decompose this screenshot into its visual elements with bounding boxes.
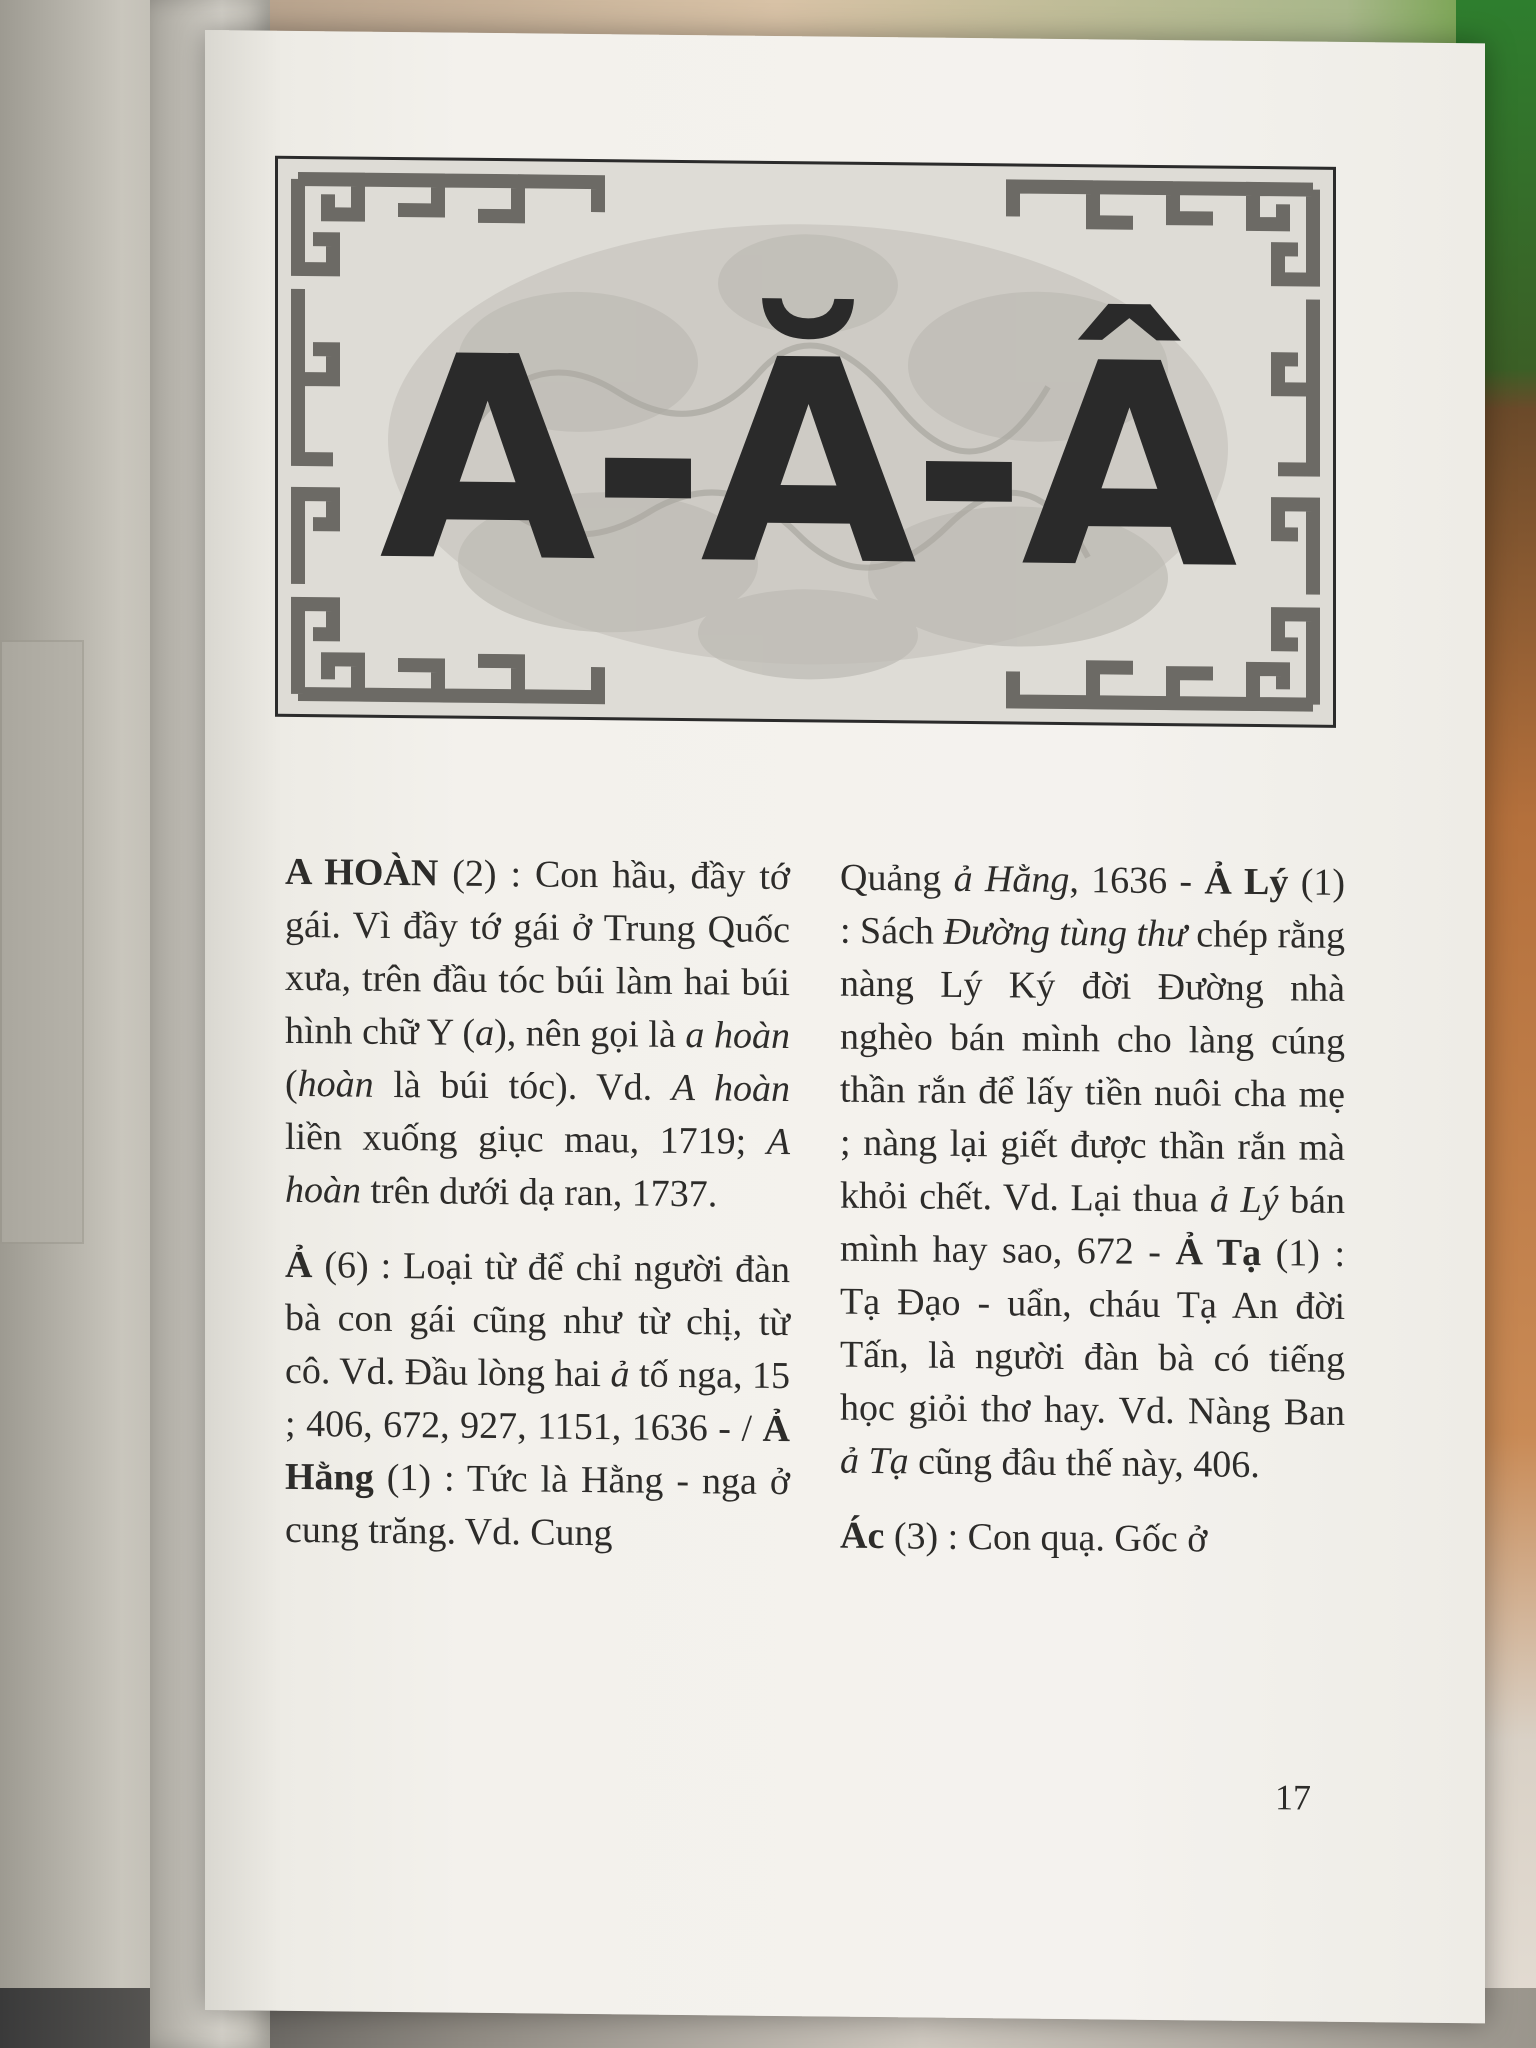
entry-a: Ả (6) : Loại từ để chỉ người đàn bà con gái cũng như từ chị, từ cô. Vd. Đầu lòng hai ả tố nga, 15 ; 406, 672, 927, 1151, 1636 - / Ả Hằng (1) : Tức là Hằng - nga ở cung trăng. Vd. Cung — [285, 1243, 790, 1555]
left-column — [285, 846, 790, 1584]
entry-headword: Ả Lý — [1204, 860, 1289, 904]
entry-headword: Ả Hằng — [285, 1407, 790, 1499]
entry-headword: Ả — [285, 1243, 313, 1287]
book-page — [205, 30, 1485, 2023]
entry-headword: Ác — [840, 1514, 885, 1558]
bleed-through-text — [285, 731, 1345, 862]
entry-a-ly-a-ta: Quảng ả Hằng, 1636 - Ả Lý (1) : Sách Đường tùng thư chép rằng nàng Lý Ký đời Đường nhà nghèo bán mình cho làng cúng thần rắn để lấy tiền nuôi cha mẹ ; nàng lại giết được thần rắn mà khỏi chết. Vd. Lại thua ả Lý bán mình hay sao, 672 - Ả Tạ (1) : Tạ Đạo - uẩn, cháu Tạ An đời Tấn, là người đàn bà có tiếng học giỏi thơ hay. Vd. Nàng Ban ả Tạ cũng đâu thế này, 406. — [840, 856, 1346, 1487]
entry-headword: A HOÀN — [285, 850, 439, 895]
entry-ac: Ác (3) : Con quạ. Gốc ở — [840, 1514, 1208, 1561]
entry-a-hoan: A HOÀN (2) : Con hầu, đầy tớ gái. Vì đầy tớ gái ở Trung Quốc xưa, trên đầu tóc búi làm hai búi hình chữ Y (a), nên gọi là a hoàn (hoàn là búi tóc). Vd. A hoàn liền xuống giục mau, 1719; A hoàn trên dưới dạ ran, 1737. — [285, 850, 791, 1216]
dictionary-columns — [285, 846, 1345, 1817]
chapter-title: A-Ă-Â — [379, 296, 1232, 632]
entry-headword: Ả Tạ — [1175, 1231, 1262, 1275]
chapter-header-box — [275, 156, 1336, 728]
page-number: 17 — [1275, 1777, 1311, 1818]
facing-page-edge — [0, 640, 84, 1244]
right-column — [840, 852, 1345, 1590]
